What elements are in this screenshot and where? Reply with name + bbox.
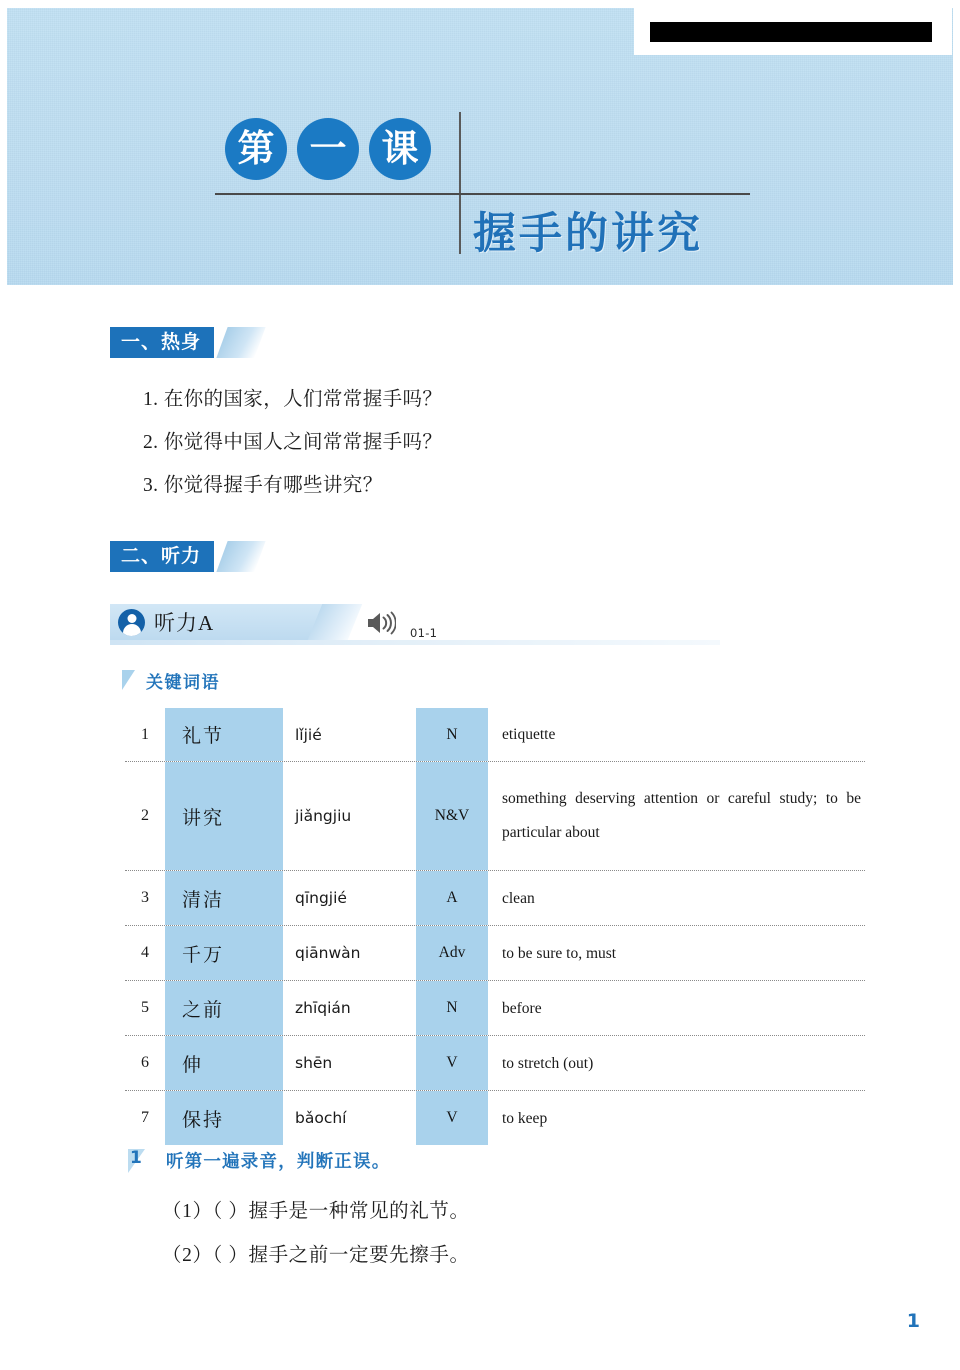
vocab-pinyin: lǐjié bbox=[295, 725, 322, 744]
lesson-title: 握手的讲究 bbox=[473, 209, 703, 259]
exercise-item-2[interactable]: （2）（ ）握手之前一定要先擦手。 bbox=[162, 1245, 470, 1266]
vocab-definition: to stretch (out) bbox=[502, 1054, 594, 1072]
vocab-definition: etiquette bbox=[502, 726, 556, 743]
header-horizontal-divider bbox=[215, 193, 750, 195]
exercise-title: 听第一遍录音，判断正误。 bbox=[166, 1152, 391, 1172]
exercise-number-badge bbox=[128, 1148, 150, 1174]
subheader-underline bbox=[110, 640, 720, 645]
vocab-pinyin: zhīqián bbox=[295, 999, 351, 1017]
vocab-word: 伸 bbox=[165, 1036, 283, 1090]
exercise-number: 1 bbox=[130, 1148, 142, 1168]
listening-a-label: 听力A bbox=[154, 611, 215, 635]
vocab-pos: Adv bbox=[416, 926, 488, 980]
audio-track-id: 01-1 bbox=[410, 626, 438, 640]
lesson-badge-row bbox=[225, 118, 431, 180]
vocab-word: 清洁 bbox=[165, 871, 283, 925]
vocab-number: 4 bbox=[141, 944, 149, 961]
exercise-item-list bbox=[162, 1190, 862, 1278]
vocab-pinyin: shēn bbox=[295, 1054, 333, 1072]
lesson-badge-0: 第 bbox=[225, 118, 287, 180]
vocab-word: 礼节 bbox=[165, 708, 283, 761]
warmup-question-list bbox=[143, 378, 843, 507]
section-header-listening-label: 二、听力 bbox=[110, 541, 214, 572]
table-row bbox=[125, 1036, 865, 1091]
table-row bbox=[125, 926, 865, 981]
vocab-word: 千万 bbox=[165, 926, 283, 980]
vocab-pos: A bbox=[416, 871, 488, 925]
vocab-pinyin: qiānwàn bbox=[295, 944, 361, 962]
redaction-bar bbox=[650, 22, 932, 42]
vocab-pos: N bbox=[416, 708, 488, 761]
vocab-definition: to be sure to, must bbox=[502, 944, 617, 962]
redaction-box bbox=[634, 2, 952, 55]
vocab-pos: N bbox=[416, 981, 488, 1035]
lesson-badge-2: 课 bbox=[369, 118, 431, 180]
vocabulary-table bbox=[125, 708, 865, 1145]
vocab-pinyin: bǎochí bbox=[295, 1109, 347, 1127]
vocab-word: 保持 bbox=[165, 1091, 283, 1145]
vocab-pos: N&V bbox=[416, 762, 488, 870]
vocab-number: 5 bbox=[141, 999, 149, 1016]
vocab-definition: something deserving attention or careful study; to be particular about bbox=[502, 790, 861, 841]
page-number: 1 bbox=[906, 1310, 920, 1332]
table-row bbox=[125, 981, 865, 1036]
vocab-number: 2 bbox=[141, 807, 149, 824]
table-row bbox=[125, 708, 865, 762]
table-row bbox=[125, 871, 865, 926]
listening-a-subheader bbox=[110, 604, 720, 644]
table-row bbox=[125, 762, 865, 871]
section-header-warmup-label: 一、热身 bbox=[110, 327, 214, 358]
vocab-number: 7 bbox=[141, 1109, 149, 1126]
warmup-question-1: 1. 在你的国家，人们常常握手吗？ bbox=[143, 389, 443, 410]
keywords-label: 关键词语 bbox=[146, 673, 220, 693]
table-row bbox=[125, 1091, 865, 1145]
vocab-number: 6 bbox=[141, 1054, 149, 1071]
vocab-word: 之前 bbox=[165, 981, 283, 1035]
vocab-pinyin: jiǎngjiu bbox=[295, 807, 352, 825]
person-icon-body bbox=[123, 624, 141, 636]
vocab-definition: clean bbox=[502, 889, 535, 907]
vocab-number: 3 bbox=[141, 889, 149, 906]
section-header-warmup-tail bbox=[216, 327, 265, 358]
vocab-definition: to keep bbox=[502, 1109, 548, 1127]
speaker-icon[interactable] bbox=[366, 610, 396, 636]
vocab-pos: V bbox=[416, 1036, 488, 1090]
lesson-badge-1: 一 bbox=[297, 118, 359, 180]
vocab-definition: before bbox=[502, 999, 542, 1017]
person-icon bbox=[118, 609, 145, 636]
vocab-word: 讲究 bbox=[165, 762, 283, 870]
warmup-question-2: 2. 你觉得中国人之间常常握手吗？ bbox=[143, 432, 443, 453]
keywords-triangle-icon bbox=[122, 670, 135, 690]
exercise-item-1[interactable]: （1）（ ）握手是一种常见的礼节。 bbox=[162, 1201, 470, 1222]
warmup-question-3: 3. 你觉得握手有哪些讲究？ bbox=[143, 475, 383, 496]
vocab-pos: V bbox=[416, 1091, 488, 1145]
vocab-pinyin: qīngjié bbox=[295, 889, 347, 907]
vocab-number: 1 bbox=[141, 725, 149, 743]
header-vertical-divider bbox=[459, 112, 461, 254]
person-icon-head bbox=[127, 614, 136, 623]
section-header-listening-tail bbox=[216, 541, 265, 572]
